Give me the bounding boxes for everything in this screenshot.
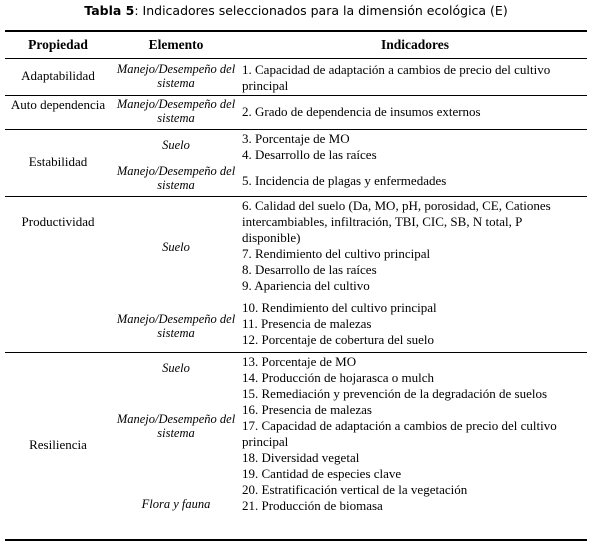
elemento-manejo: Manejo/Desempeño del sistema [116,312,236,340]
table-caption [0,3,592,18]
row-divider [5,352,587,353]
indicator-item: 15. Remediación y prevención de la degradación de suelos [242,386,548,401]
indicator-item: 10. Rendimiento del cultivo principal [242,300,437,315]
indicator-item: 7. Rendimiento del cultivo principal [242,246,431,261]
propiedad-resiliencia: Resiliencia [29,437,87,452]
propiedad-adaptabilidad: Adaptabilidad [21,68,95,83]
indicator-item: 17. Capacidad de adaptación a cambios de precio del cultivo principal [242,418,557,449]
elemento-manejo: Manejo/Desempeño del sistema [116,97,236,125]
elemento-manejo: Manejo/Desempeño del sistema [116,62,236,90]
propiedad-productividad: Productividad [21,214,95,229]
row-divider [5,129,587,130]
elemento-manejo: Manejo/Desempeño del sistema [116,412,236,440]
indicator-item: 21. Producción de biomasa [242,498,383,513]
table-bottom-rule [5,539,587,541]
table-label: Tabla 5 [84,3,135,18]
header-rule [5,58,587,59]
table-caption-text: : Indicadores seleccionados para la dimensión ecológica (E) [134,3,508,18]
indicadores-resiliencia [242,354,582,514]
indicator-item: 5. Incidencia de plagas y enfermedades [242,173,447,188]
header-propiedad: Propiedad [28,37,88,52]
indicadores-autodependencia [242,104,582,120]
indicator-item: 9. Apariencia del cultivo [242,278,370,293]
header-indicadores: Indicadores [380,37,449,52]
elemento-suelo: Suelo [162,240,190,254]
indicator-item: 20. Estratificación vertical de la vegetación [242,482,468,497]
propiedad-estabilidad: Estabilidad [28,154,88,169]
indicator-item: 11. Presencia de malezas [242,316,372,331]
indicator-item: 1. Capacidad de adaptación a cambios de precio del cultivo principal [242,62,551,93]
header-elemento: Elemento [148,37,204,52]
indicator-item: 8. Desarrollo de las raíces [242,262,377,277]
indicadores-estabilidad [242,131,582,189]
indicator-item: 2. Grado de dependencia de insumos externos [242,104,481,119]
propiedad-autodependencia: Auto dependencia [10,97,106,112]
row-divider [5,95,587,96]
indicator-item: 13. Porcentaje de MO [242,354,357,369]
indicator-item: 19. Cantidad de especies clave [242,466,402,481]
row-divider [5,196,587,197]
indicator-item: 4. Desarrollo de las raíces [242,147,377,162]
indicadores-productividad [242,198,582,348]
indicator-item: 3. Porcentaje de MO [242,131,350,146]
indicator-item: 6. Calidad del suelo (Da, MO, pH, porosidad, CE, Cationes intercambiables, infiltración, TBI, CIC, SB, N total, P disponible) [242,198,551,245]
indicadores-adaptabilidad [242,62,582,94]
indicator-item: 18. Diversidad vegetal [242,450,360,465]
indicator-item: 12. Porcentaje de cobertura del suelo [242,332,435,347]
table-top-rule [5,30,587,32]
elemento-flora-fauna: Flora y fauna [141,497,211,511]
elemento-suelo: Suelo [162,138,190,152]
indicator-item: 16. Presencia de malezas [242,402,372,417]
elemento-suelo: Suelo [162,361,190,375]
elemento-manejo: Manejo/Desempeño del sistema [116,164,236,192]
indicator-item: 14. Producción de hojarasca o mulch [242,370,435,385]
